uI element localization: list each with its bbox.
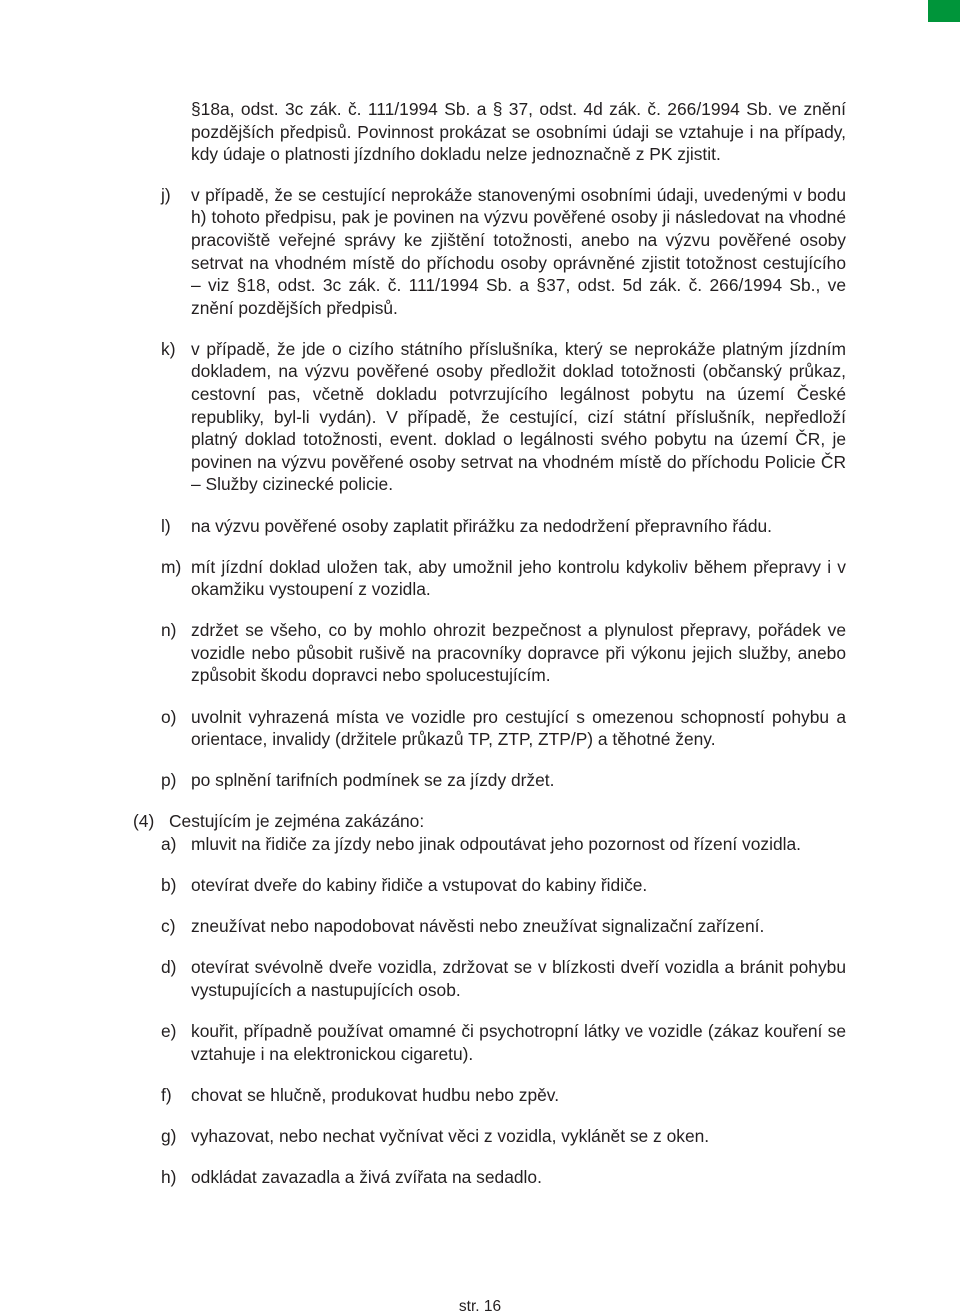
item-text: v případě, že se cestující neprokáže stanovenými osobními údaji, uvedenými v bodu h) tohoto předpisu, pak je povinen na výzvu pověřené osoby ji následovat na vhodné pracoviště veřejné správy ke zjištění totožnosti, anebo na výzvu pověřené osoby setrvat na vhodném místě do příchodu osoby oprávněné zjistit totožnost cestujícího – viz §18, odst. 3c zák. č. 111/1994 Sb. a §37, odst. 5d zák. č. 266/1994 Sb., ve znění pozdějších předpisů. [191, 184, 846, 318]
list-item [133, 1084, 846, 1107]
item-label: n) [161, 620, 177, 641]
item-text: zdržet se všeho, co by mohlo ohrozit bezpečnost a plynulost přepravy, pořádek ve vozidle nebo působit rušivě na pracovníky dopravce při výkonu jejich služby, anebo způsobit škodu dopravci nebo spolucestujícím. [191, 620, 846, 686]
list-item [133, 956, 846, 1001]
item-text: kouřit, případně používat omamné či psychotropní látky ve vozidle (zákaz kouření se vztahuje i na elektronickou cigaretu). [191, 1020, 846, 1064]
section-4-heading [133, 810, 846, 833]
item-text: po splnění tarifních podmínek se za jízdy držet. [191, 770, 555, 791]
list-item [133, 1020, 846, 1065]
item-label: j) [161, 184, 171, 205]
item-text: uvolnit vyhrazená místa ve vozidle pro cestující s omezenou schopností pohybu a orientace, invalidy (držitele průkazů TP, ZTP, ZTP/P) a těhotné ženy. [191, 706, 846, 750]
item-label: k) [161, 338, 176, 359]
rights-duties-list [133, 184, 846, 792]
item-text: zneužívat nebo napodobovat návěsti nebo zneužívat signalizační zařízení. [191, 916, 765, 937]
item-label: d) [161, 957, 177, 978]
list-item [133, 833, 846, 856]
item-label: e) [161, 1020, 177, 1041]
list-item [133, 874, 846, 897]
list-item [133, 556, 846, 601]
list-item [133, 338, 846, 496]
item-label: c) [161, 916, 176, 937]
item-label: b) [161, 875, 177, 896]
item-text: na výzvu pověřené osoby zaplatit přirážku za nedodržení přepravního řádu. [191, 515, 772, 536]
item-text: vyhazovat, nebo nechat vyčnívat věci z vozidla, vyklánět se z oken. [191, 1125, 710, 1146]
corner-accent [928, 0, 960, 22]
document-body [133, 98, 846, 1207]
item-label: g) [161, 1125, 177, 1146]
list-item [133, 515, 846, 538]
item-label: p) [161, 770, 177, 791]
item-label: h) [161, 1166, 177, 1187]
page-number-text: str. 16 [458, 1298, 502, 1315]
item-text: mít jízdní doklad uložen tak, aby umožnil jeho kontrolu kdykoliv během přepravy i v okamžiku vystoupení z vozidla. [191, 556, 846, 600]
section-number: (4) [133, 811, 155, 832]
item-text: chovat se hlučně, produkovat hudbu nebo zpěv. [191, 1084, 560, 1105]
item-label: l) [161, 515, 171, 536]
list-item [133, 706, 846, 751]
item-text: v případě, že jde o cizího státního příslušníka, který se neprokáže platným jízdním dokladem, na výzvu pověřené osoby předložit doklad totožnosti (občanský průkaz, cestovní pas, včetně dokladu potvrzujícího legálnost pobytu na území České republiky, byl-li vydán). V případě, že cestující, cizí státní příslušník, nepředloží platný doklad totožnosti, event. doklad o legálnosti svého pobytu na území ČR, je povinen na výzvu pověřené osoby setrvat na vhodném místě do příchodu Policie ČR – Služby cizinecké policie. [191, 338, 846, 495]
list-item [133, 769, 846, 792]
list-item [133, 1166, 846, 1189]
item-text: otevírat dveře do kabiny řidiče a vstupovat do kabiny řidiče. [191, 875, 648, 896]
page-number [0, 1298, 960, 1315]
item-label: f) [161, 1084, 172, 1105]
item-text: mluvit na řidiče za jízdy nebo jinak odpoutávat jeho pozornost od řízení vozidla. [191, 833, 801, 854]
continuation-paragraph: §18a, odst. 3c zák. č. 111/1994 Sb. a § 37, odst. 4d zák. č. 266/1994 Sb. ve znění pozdějších předpisů. Povinnost prokázat se osobními údaji se vztahuje i na případy, kdy údaje o platnosti jízdního dokladu nelze jednoznačně z PK zjistit. [191, 99, 846, 165]
list-item [133, 619, 846, 687]
list-item [133, 1125, 846, 1148]
item-text: odkládat zavazadla a živá zvířata na sedadlo. [191, 1166, 542, 1187]
section-title: Cestujícím je zejména zakázáno: [169, 811, 425, 832]
item-label: a) [161, 833, 177, 854]
item-label: m) [161, 556, 182, 577]
list-item [133, 184, 846, 320]
list-item [133, 915, 846, 938]
item-text: otevírat svévolně dveře vozidla, zdržovat se v blízkosti dveří vozidla a bránit pohybu vystupujících a nastupujících osob. [191, 957, 846, 1000]
prohibitions-list [133, 833, 846, 1188]
item-label: o) [161, 706, 177, 727]
